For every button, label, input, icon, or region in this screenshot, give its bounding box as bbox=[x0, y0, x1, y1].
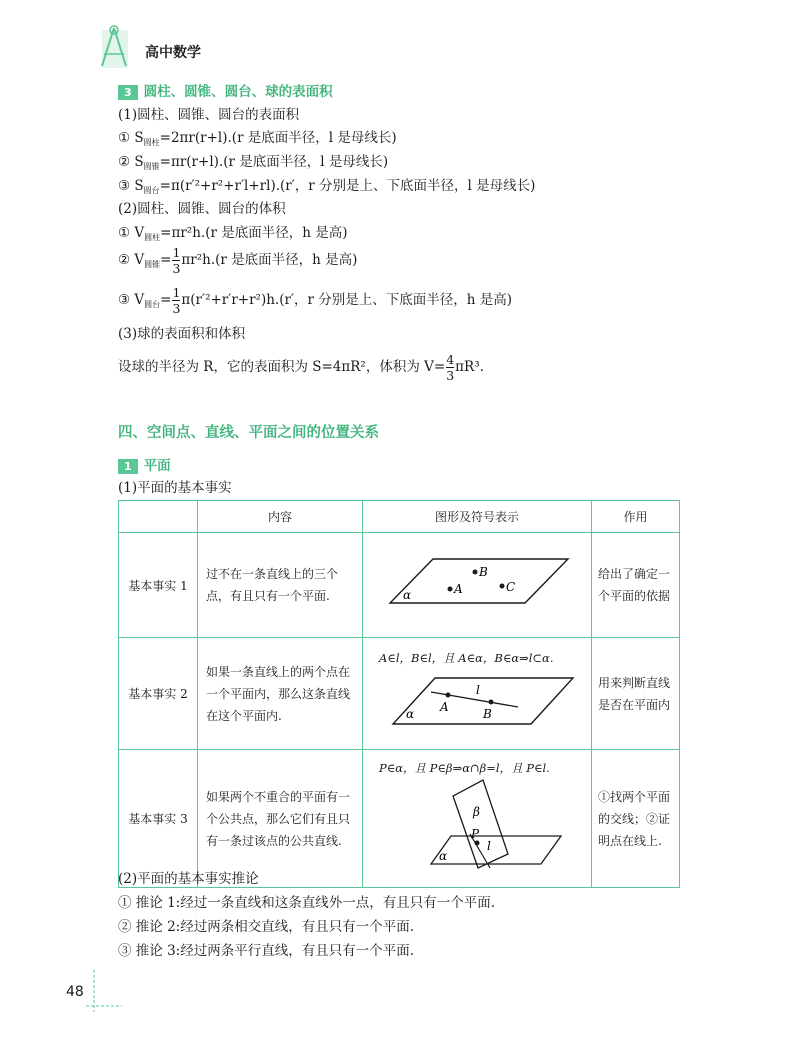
basic-facts-table bbox=[118, 500, 680, 888]
page-number: 48 bbox=[66, 984, 84, 1000]
svg-text:A: A bbox=[454, 581, 463, 596]
fact-symbol: A∈l，B∈l，且 A∈α，B∈α⇒l⊂α. bbox=[379, 651, 554, 665]
svg-text:β: β bbox=[473, 805, 480, 819]
table-header-row bbox=[119, 501, 680, 533]
two-planes-intersect-figure bbox=[363, 776, 591, 880]
table-header: 内容 bbox=[198, 501, 363, 533]
sec3-heading: 3 圆柱、圆锥、圆台、球的表面积 bbox=[118, 83, 333, 101]
formula-s3: ③ $S_{圆台}=\pi(r'^2+r^2+r'l+rl).(r'$，r 分别是上、下底面半径，l 是母线长) bbox=[118, 178, 536, 195]
svg-text:B: B bbox=[479, 564, 488, 579]
table-header: 作用 bbox=[592, 501, 680, 533]
table-header bbox=[119, 501, 198, 533]
table-row bbox=[119, 638, 680, 750]
fact-role: ①找两个平面的交线；②证明点在线上. bbox=[592, 750, 680, 888]
sec3-badge: 3 bbox=[118, 85, 138, 100]
compass-logo-icon bbox=[92, 22, 142, 72]
svg-text:P: P bbox=[471, 827, 480, 841]
corollary-2: ② 推论 2:经过两条相交直线，有且只有一个平面. bbox=[118, 919, 415, 935]
fact-name: 基本事实 1 bbox=[119, 533, 198, 638]
svg-text:α: α bbox=[439, 849, 448, 863]
corner-axis-icon bbox=[84, 966, 124, 1016]
table-row bbox=[119, 750, 680, 888]
sec4-sub-heading: 1 平面 bbox=[118, 457, 171, 475]
fact-name: 基本事实 2 bbox=[119, 638, 198, 750]
sec3-p3: (3)球的表面积和体积 bbox=[118, 326, 246, 342]
sec3-p2: (2)圆柱、圆锥、圆台的体积 bbox=[118, 201, 286, 217]
svg-text:l: l bbox=[476, 683, 480, 697]
svg-text:α: α bbox=[403, 587, 412, 602]
corollary-3: ③ 推论 3:经过两条平行直线，有且只有一个平面. bbox=[118, 943, 415, 959]
svg-text:B: B bbox=[483, 707, 492, 721]
sec4-p2: (2)平面的基本事实推论 bbox=[118, 871, 259, 887]
fact-role: 给出了确定一个平面的依据 bbox=[592, 533, 680, 638]
fact-figure bbox=[363, 533, 592, 638]
subject-title: 高中数学 bbox=[145, 45, 201, 61]
corollary-1: ① 推论 1:经过一条直线和这条直线外一点，有且只有一个平面. bbox=[118, 895, 496, 911]
sec3-p1: (1)圆柱、圆锥、圆台的表面积 bbox=[118, 107, 300, 123]
table-header: 图形及符号表示 bbox=[363, 501, 592, 533]
fact-figure bbox=[363, 638, 592, 750]
fact-figure bbox=[363, 750, 592, 888]
fact-symbol: P∈α，且 P∈β⇒α∩β=l，且 P∈l. bbox=[379, 761, 550, 775]
formula-v2: ② $V_{圆锥}=$ $\frac{1}{3}$ πr²h.(r 是底面半径，h 是高) bbox=[118, 245, 358, 276]
ball-formula: 设球的半径为 R，它的表面积为 S=4πR²，体积为 V= $\frac{4}{3}$ πR³. bbox=[118, 352, 484, 383]
section-four-title: 四、空间点、直线、平面之间的位置关系 bbox=[118, 425, 379, 441]
svg-text:C: C bbox=[506, 579, 516, 594]
fact-content: 过不在一条直线上的三个点，有且只有一个平面. bbox=[198, 533, 363, 638]
formula-s2: ② $S_{圆锥}=\pi r(r+l).(r$ 是底面半径，l 是母线长) bbox=[118, 154, 389, 171]
formula-s1: ① $S_{圆柱}=2\pi r(r+l).(r$ 是底面半径，l 是母线长) bbox=[118, 130, 397, 147]
formula-v3: ③ $V_{圆台}=$ $\frac{1}{3}$ π(r′²+r′r+r²)h.(r′，r 分别是上、下底面半径，h 是高) bbox=[118, 285, 513, 316]
table-row bbox=[119, 533, 680, 638]
svg-text:α: α bbox=[406, 707, 415, 721]
fact-content: 如果两个不重合的平面有一个公共点，那么它们有且只有一条过该点的公共直线. bbox=[198, 750, 363, 888]
fact-name: 基本事实 3 bbox=[119, 750, 198, 888]
sec4-p1: (1)平面的基本事实 bbox=[118, 480, 232, 496]
formula-v1: ① $V_{圆柱}=\pi r^2h.(r$ 是底面半径，h 是高) bbox=[118, 225, 348, 242]
fact-content: 如果一条直线上的两个点在一个平面内，那么这条直线在这个平面内. bbox=[198, 638, 363, 750]
svg-text:l: l bbox=[487, 839, 491, 853]
plane-line-figure bbox=[363, 666, 591, 738]
svg-text:A: A bbox=[440, 700, 449, 714]
plane-three-points-figure bbox=[363, 549, 591, 619]
sec4-badge: 1 bbox=[118, 459, 138, 474]
fact-role: 用来判断直线是否在平面内 bbox=[592, 638, 680, 750]
